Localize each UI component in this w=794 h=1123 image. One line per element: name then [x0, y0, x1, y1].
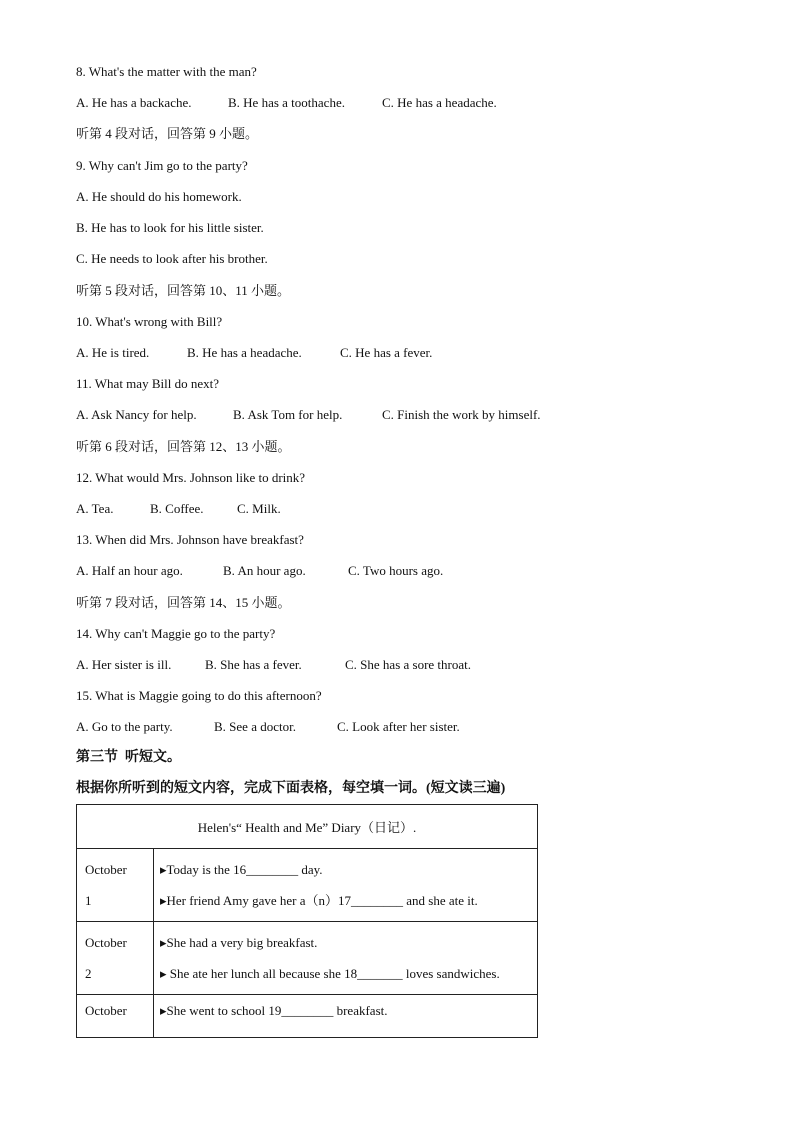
question-10: 10. What's wrong with Bill?	[76, 314, 223, 329]
option-c: C. She has a sore throat.	[345, 657, 472, 672]
option-c: C. Milk.	[237, 501, 281, 516]
entry-line: ▸Today is the 16________ day.	[160, 862, 323, 877]
section-instruction-4: 听第 4 段对话，回答第 9 小题。	[76, 126, 259, 141]
entry-line: ▸She went to school 19________ breakfast.	[160, 1003, 388, 1018]
date-cell	[77, 922, 154, 995]
question-14: 14. Why can't Maggie go to the party?	[76, 626, 276, 641]
question-13: 13. When did Mrs. Johnson have breakfast?	[76, 532, 304, 547]
option-a: A. He has a backache.	[76, 95, 192, 110]
table-row	[77, 849, 538, 922]
option-b: B. See a doctor.	[214, 719, 296, 734]
entry-line: ▸She had a very big breakfast.	[160, 935, 318, 950]
question-11-options	[76, 407, 556, 423]
option-c: C. Two hours ago.	[348, 563, 444, 578]
section-instruction-7: 听第 7 段对话，回答第 14、15 小题。	[76, 595, 291, 610]
option-a: A. Go to the party.	[76, 719, 173, 734]
table-header-row	[77, 805, 538, 849]
option-c: C. He has a headache.	[382, 95, 497, 110]
option-a: A. He is tired.	[76, 345, 150, 360]
entry-cell	[154, 849, 538, 922]
option-b: B. An hour ago.	[223, 563, 306, 578]
option-a: A. Tea.	[76, 501, 114, 516]
date-day: 1	[85, 893, 92, 908]
question-9-option-c: C. He needs to look after his brother.	[76, 251, 268, 266]
question-12: 12. What would Mrs. Johnson like to drink?	[76, 470, 306, 485]
entry-line: ▸Her friend Amy gave her a（n）17________ and she ate it.	[160, 893, 478, 908]
question-10-options	[76, 345, 536, 361]
section-instruction-5: 听第 5 段对话，回答第 10、11 小题。	[76, 283, 291, 298]
option-b: B. She has a fever.	[205, 657, 302, 672]
option-a: A. Ask Nancy for help.	[76, 407, 197, 422]
question-8-options	[76, 95, 536, 111]
date-month: October	[85, 935, 127, 950]
question-9-option-a: A. He should do his homework.	[76, 189, 242, 204]
date-month: October	[85, 1003, 127, 1018]
option-b: B. He has a toothache.	[228, 95, 345, 110]
diary-table	[76, 804, 538, 1038]
option-b: B. Ask Tom for help.	[233, 407, 343, 422]
option-b: B. He has a headache.	[187, 345, 302, 360]
option-a: A. Her sister is ill.	[76, 657, 172, 672]
question-13-options	[76, 563, 536, 579]
question-11: 11. What may Bill do next?	[76, 376, 219, 391]
entry-cell	[154, 995, 538, 1038]
question-12-options	[76, 501, 376, 517]
date-cell	[77, 849, 154, 922]
table-header: Helen's“ Health and Me” Diary（日记）.	[77, 805, 538, 849]
table-row	[77, 995, 538, 1038]
entry-line: ▸ She ate her lunch all because she 18_______ loves sandwiches.	[160, 966, 500, 981]
question-9: 9. Why can't Jim go to the party?	[76, 158, 248, 173]
option-c: C. Finish the work by himself.	[382, 407, 541, 422]
section-3-instruction: 根据你所听到的短文内容，完成下面表格，每空填一词。(短文读三遍)	[76, 781, 506, 796]
date-cell	[77, 995, 154, 1038]
question-8: 8. What's the matter with the man?	[76, 64, 257, 79]
date-day: 2	[85, 966, 92, 981]
question-15-options	[76, 719, 536, 735]
option-c: C. He has a fever.	[340, 345, 433, 360]
question-14-options	[76, 657, 536, 673]
section-3-title: 第三节 听短文。	[76, 750, 181, 765]
section-instruction-6: 听第 6 段对话，回答第 12、13 小题。	[76, 439, 291, 454]
option-b: B. Coffee.	[150, 501, 204, 516]
date-month: October	[85, 862, 127, 877]
option-a: A. Half an hour ago.	[76, 563, 183, 578]
option-c: C. Look after her sister.	[337, 719, 460, 734]
table-row	[77, 922, 538, 995]
question-9-option-b: B. He has to look for his little sister.	[76, 220, 264, 235]
entry-cell	[154, 922, 538, 995]
question-15: 15. What is Maggie going to do this afternoon?	[76, 688, 322, 703]
